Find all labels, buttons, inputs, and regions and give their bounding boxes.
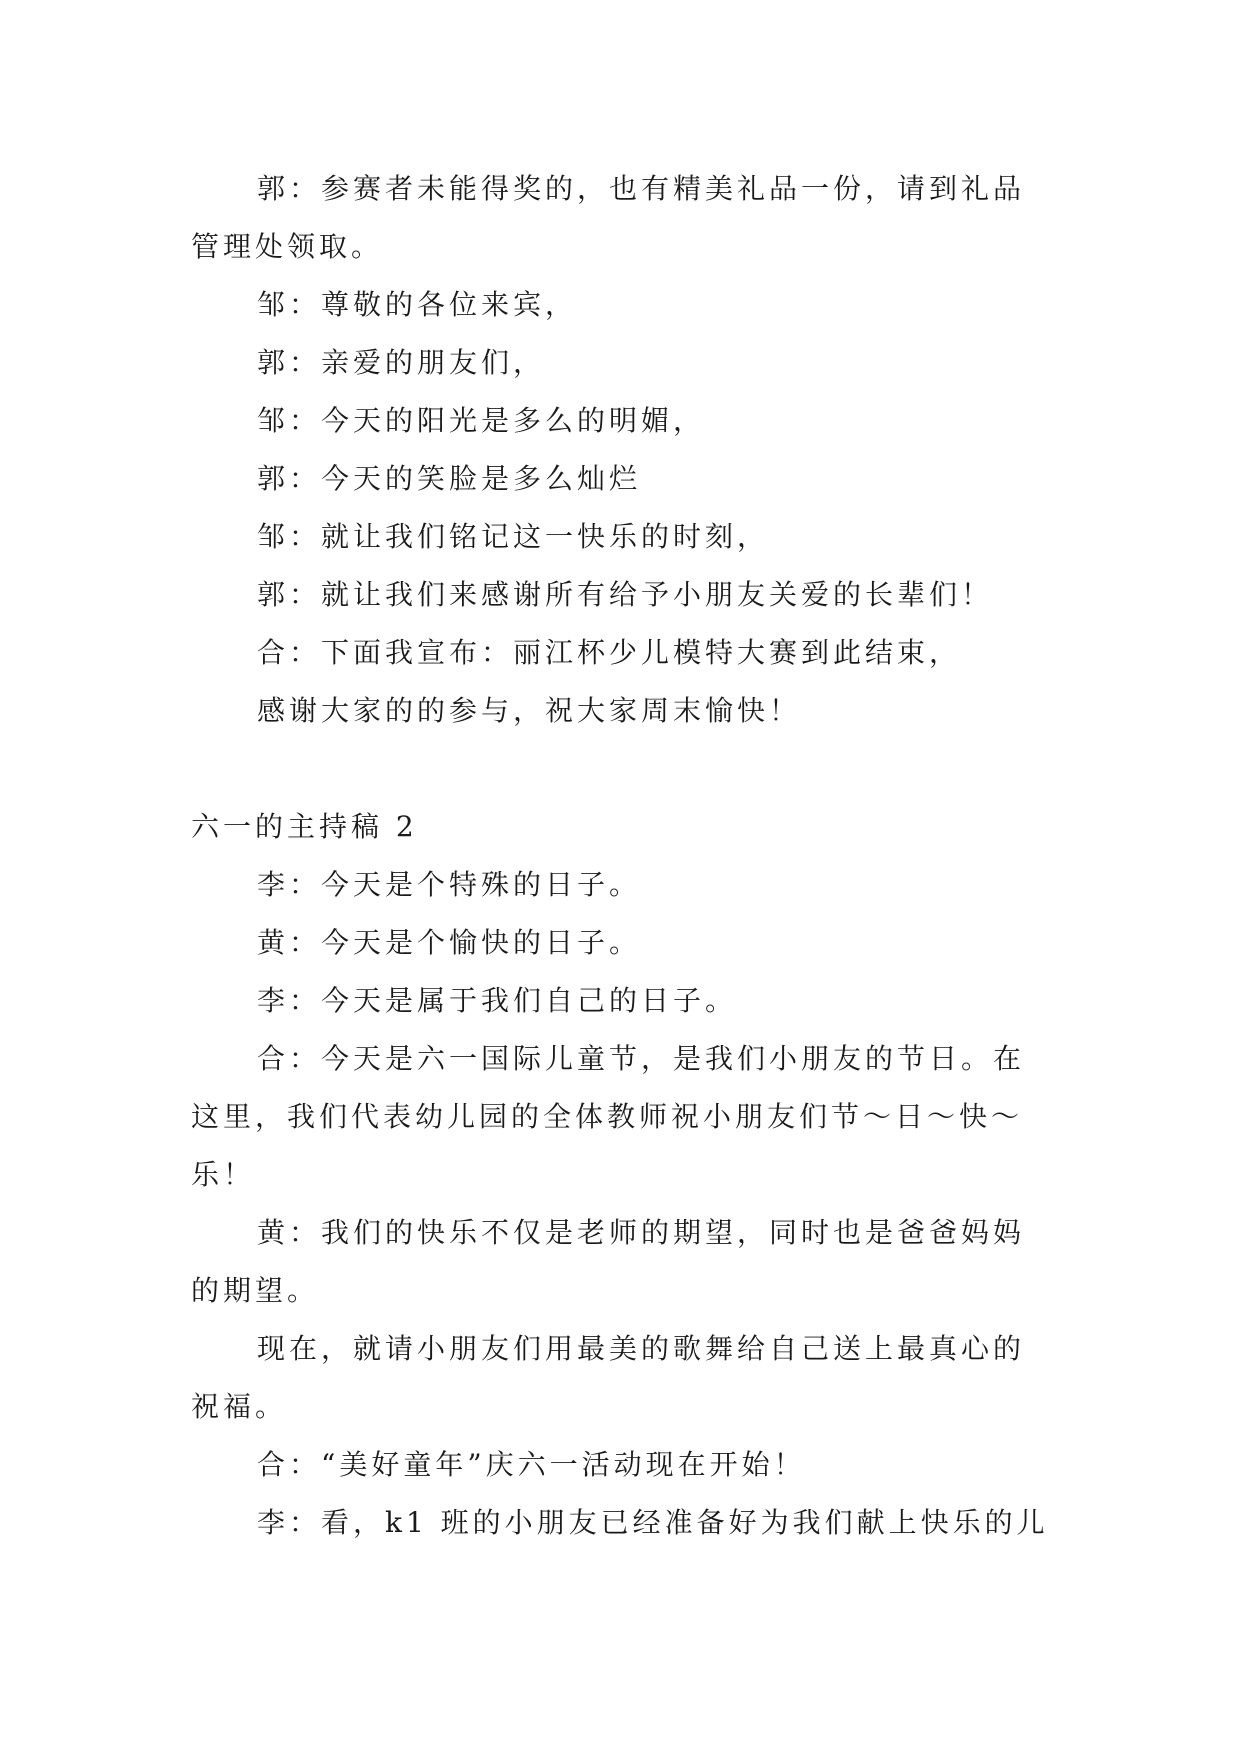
paragraph: 郭：就让我们来感谢所有给予小朋友关爱的长辈们！: [257, 578, 994, 611]
paragraph: 郭：今天的笑脸是多么灿烂: [257, 462, 642, 495]
paragraph: 现在，就请小朋友们用最美的歌舞给自己送上最真心的祝福。: [191, 1332, 1026, 1423]
section-title: 六一的主持稿 2: [191, 810, 418, 843]
paragraph: 邹：尊敬的各位来宾，: [257, 288, 578, 321]
paragraph: 黄：我们的快乐不仅是老师的期望，同时也是爸爸妈妈的期望。: [191, 1216, 1026, 1307]
paragraph: 李：看，k1 班的小朋友已经准备好为我们献上快乐的儿: [257, 1506, 1049, 1539]
paragraph: 郭：参赛者未能得奖的，也有精美礼品一份，请到礼品管理处领取。: [191, 172, 1026, 263]
paragraph: 黄：今天是个愉快的日子。: [257, 926, 642, 959]
paragraph: 合：“美好童年”庆六一活动现在开始！: [257, 1448, 806, 1481]
paragraph: 合：今天是六一国际儿童节，是我们小朋友的节日。在这里，我们代表幼儿园的全体教师祝小朋友们节～日～快～乐！: [191, 1042, 1026, 1191]
paragraph: 邹：就让我们铭记这一快乐的时刻，: [257, 520, 770, 553]
section-gap: [191, 740, 1051, 798]
paragraph: 邹：今天的阳光是多么的明媚，: [257, 404, 706, 437]
paragraph: 李：今天是个特殊的日子。: [257, 868, 642, 901]
paragraph: 郭：亲爱的朋友们，: [257, 346, 546, 379]
document-body: [191, 160, 1051, 1552]
paragraph: 李：今天是属于我们自己的日子。: [257, 984, 738, 1017]
paragraph: 感谢大家的的参与，祝大家周末愉快！: [257, 694, 802, 727]
paragraph: 合：下面我宣布：丽江杯少儿模特大赛到此结束，: [257, 636, 962, 669]
